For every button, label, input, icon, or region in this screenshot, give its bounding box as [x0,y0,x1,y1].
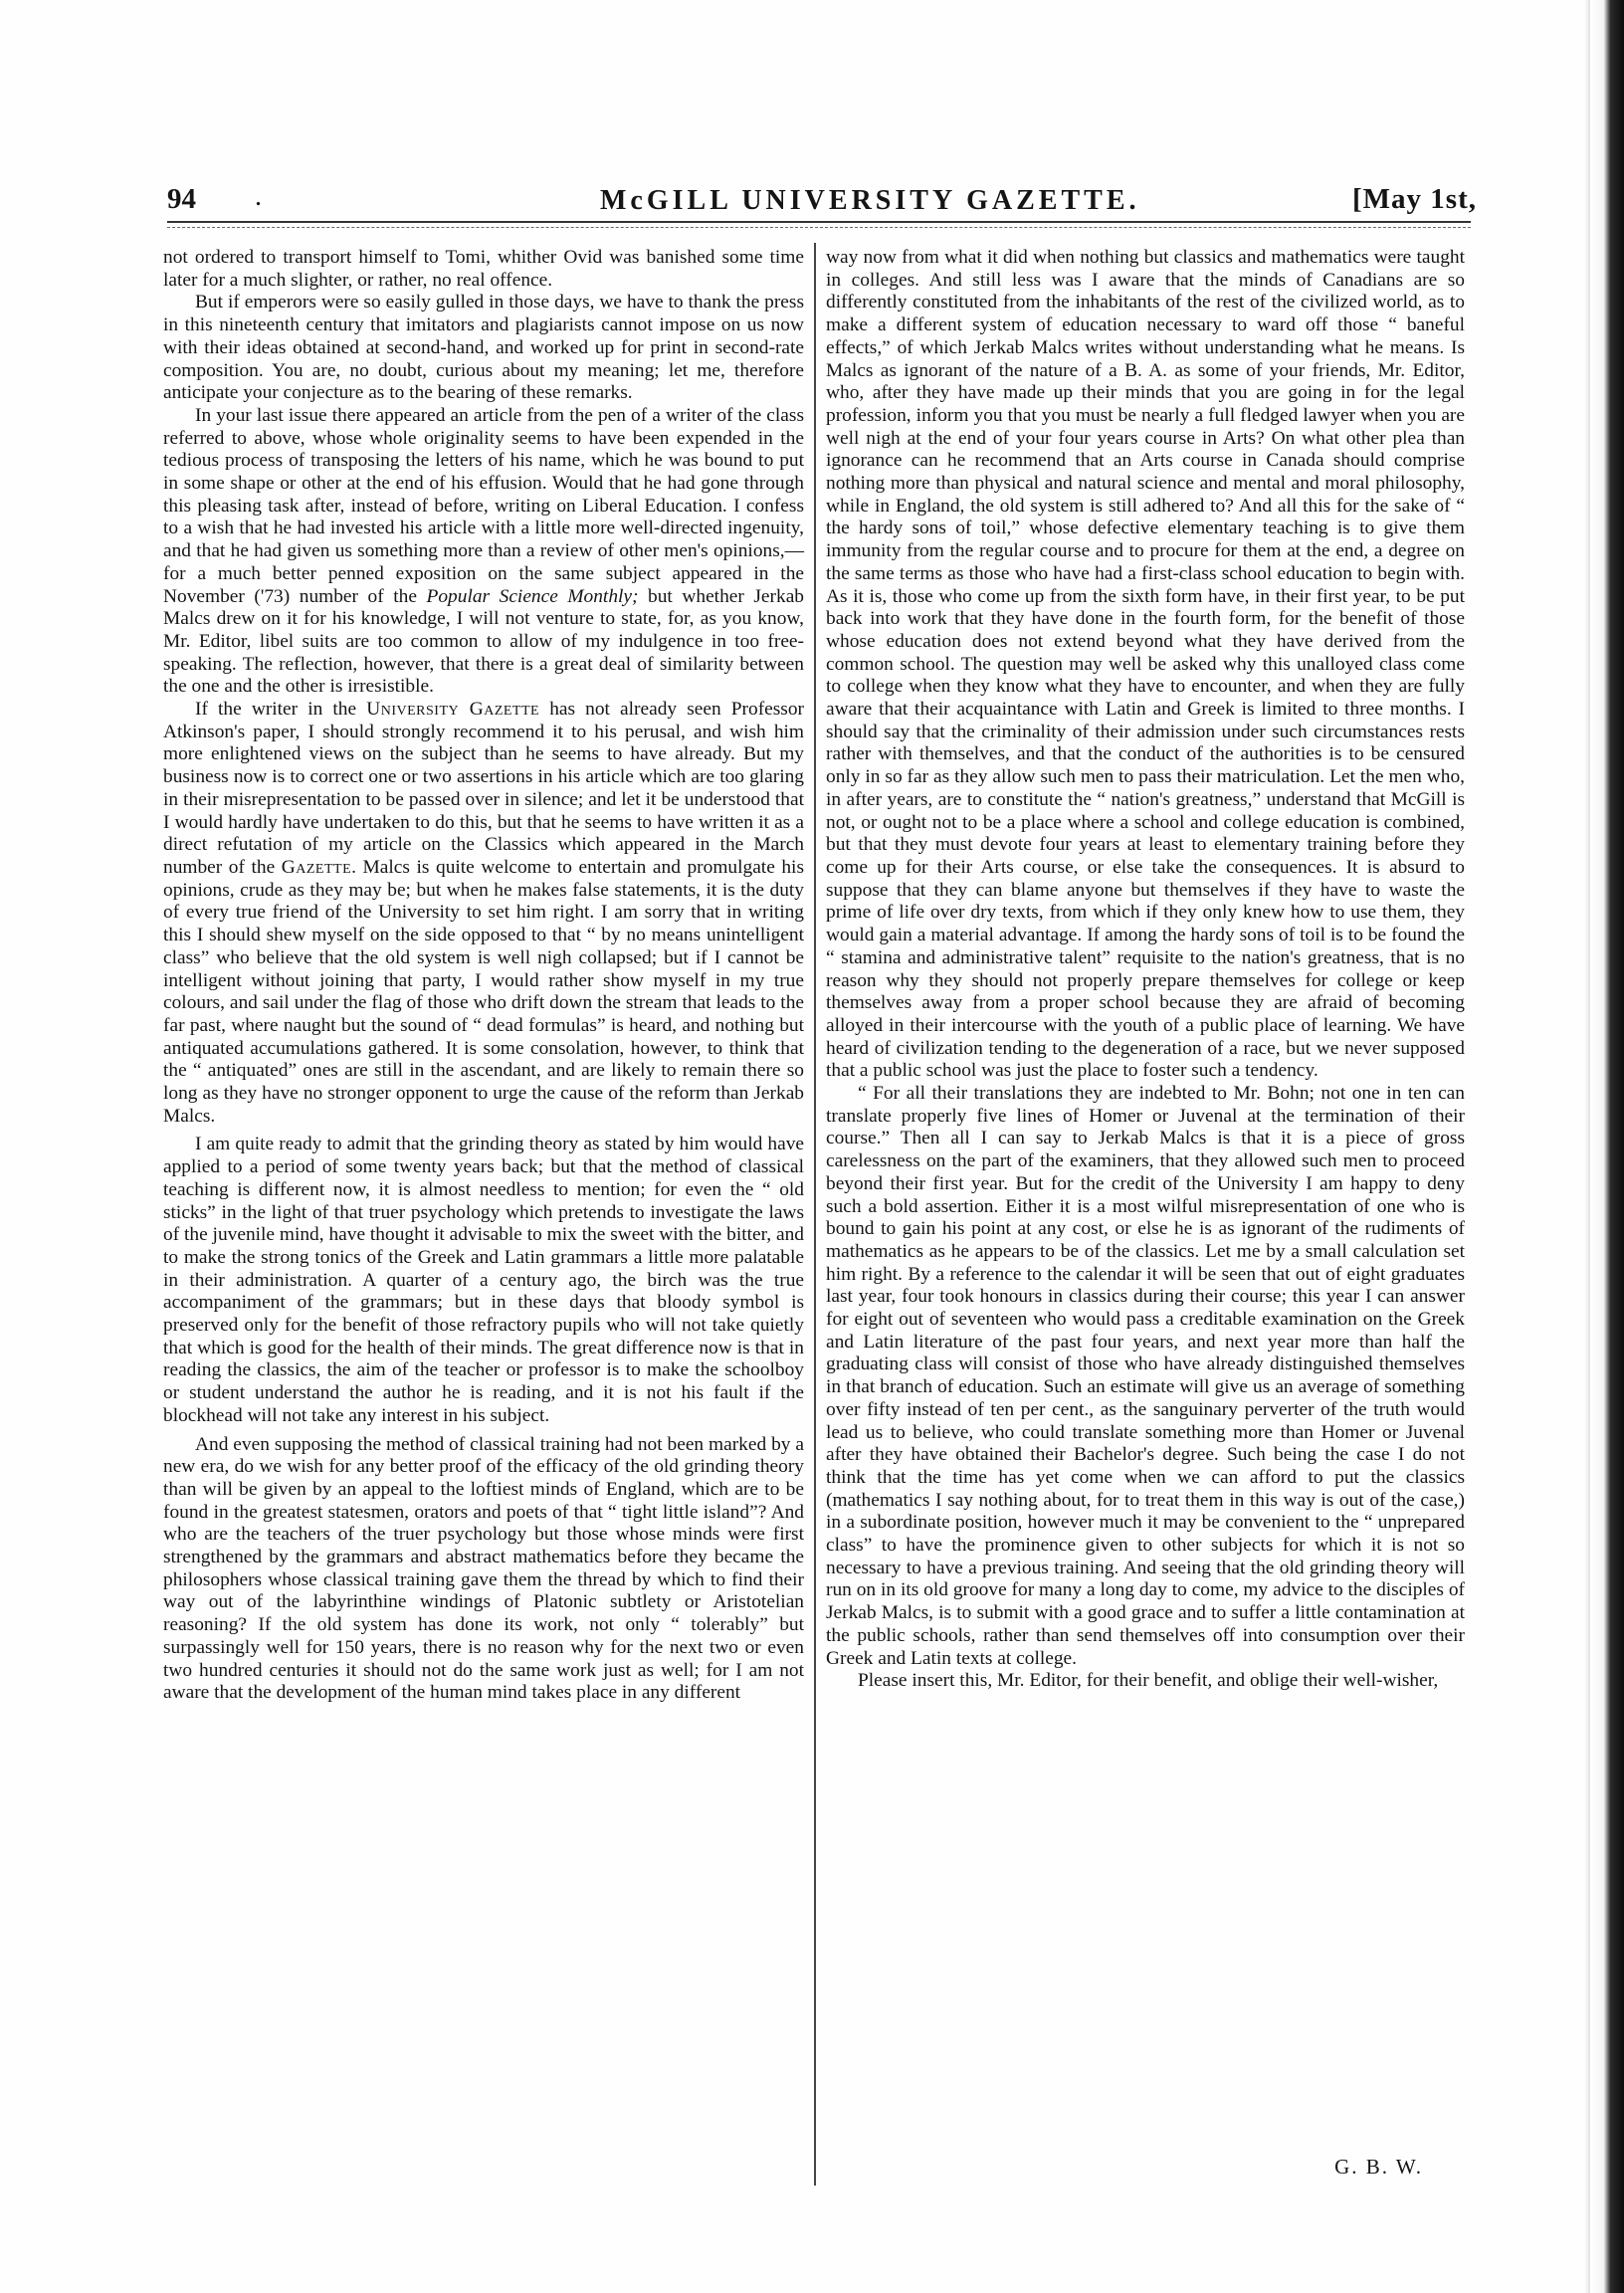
left-paragraph-4-part-a: If the writer in the [195,699,367,721]
left-column [163,247,804,1705]
header-rule-dashed [167,227,1471,228]
right-paragraph-3: Please insert this, Mr. Editor, for their benefit, and oblige their well-wisher, [858,1670,1439,1692]
university-gazette-name: University Gazette [366,699,540,721]
left-paragraph-6: And even supposing the method of classical training had not been marked by a new era, do we wish for any better proof of the efficacy of the old grinding theory than will be given by an appeal to the loftiest minds of England, which are to be found in the greatest statesmen, orators and poets of that “ tight little island”? And who are the teachers of the truer psychology but those whose minds were first strengthened by the grammars and abstract mathematics before they became the philosophers whose classical training gave them the thread by which to find their way out of the labyrinthine windings of Platonic subtlety or Aristotelian reasoning? If the old system has done its work, not only “ tolerably” but surpassingly well for 150 years, there is no reason why for the next two or even two hundred centuries it should not do the same work just as well; for I am not aware that the development of the human mind takes place in any different [163,1433,804,1704]
page-number: 94 [167,183,196,215]
left-paragraph-5: I am quite ready to admit that the grinding theory as stated by him would have applied to a period of some twenty years back; but that the method of classical teaching is different now, it is almost needless to mention; for even the “ old sticks” in the light of that truer psychology which pretends to investigate the laws of the juvenile mind, have thought it advisable to mix the sweet with the bitter, and to make the strong tonics of the Greek and Latin grammars a little more palatable in their administration. A quarter of a century ago, the birch was the true accompaniment of the grammars; but in these days that bloody symbol is preserved only for the benefit of those refractory pupils who will not take quietly that which is good for the health of their minds. The great difference now is that in reading the classics, the aim of the teacher or professor is to make the schoolboy or student understand the author he is reading, and it is not his fault if the blockhead will not take any interest in his subject. [163,1134,804,1426]
header-dot: . [255,181,262,212]
right-column [826,247,1465,1693]
left-paragraph-2: But if emperors were so easily gulled in those days, we have to thank the press in this nineteenth century that imitators and plagiarists cannot impose on us now with their ideas obtained at second-hand, and worked up for print in second-rate composition. You are, no doubt, curious about my meaning; let me, therefore anticipate your conjecture as to the bearing of these remarks. [163,292,804,404]
left-paragraph-3 [163,405,804,699]
left-paragraph-4-part-b: has not already seen Professor Atkinson's paper, I should strongly recommend it to his perusal, and wish him more enlightened views on the subject than he seems to have already. But my business now is to correct one or two assertions in his article which are too glaring in their misrepresentation to be passed over in silence; and let it be understood that I would hardly have undertaken to do this, but that he seems to have written it as a direct refutation of my article on the Classics which appeared in the March number of the [163,699,805,878]
issue-date: [May 1st, [1352,183,1477,215]
left-paragraph-1: not ordered to transport himself to Tomi, whither Ovid was banished some time later for a much slighter, or rather, no real offence. [163,247,804,291]
right-paragraph-2: “ For all their translations they are indebted to Mr. Bohn; not one in ten can translate properly five lines of Homer or Juvenal at the termination of their course.” Then all I can say to Jerkab Malcs is that it is a piece of gross carelessness on the part of the examiners, that they allowed such men to proceed beyond their first year. But for the credit of the University I am happy to deny such a bold assertion. Either it is a most wilful misrepresentation of one who is bound to gain his point at any cost, or else he is as ignorant of the rudiments of mathematics as he appears to be of the classics. Let me by a small calculation set him right. By a reference to the calendar it will be seen that out of eight graduates last year, four took honours in classics during their course; this year I can answer for eight out of seventeen who would pass a creditable examination on the Greek and Latin literature of the past four years, and next year more than half the graduating class will consist of those who have already distinguished themselves in that branch of education. Such an estimate will give us an average of something over fifty instead of ten per cent., as the sanguinary perverter of the truth would lead us to believe, who could translate something more than Homer or Juvenal after they have obtained their Bachelor's degree. Such being the case I do not think that the time has yet come when we can afford to put the classics (mathematics I say nothing about, for to treat them in this way is out of the case,) in a subordinate position, however much it may be convenient to the “ unprepared class” to have the prominence given to other subjects for which it is not so necessary to have a previous training. And seeing that the old grinding theory will run on in its old groove for many a long day to come, my advice to the disciples of Jerkab Malcs, is to submit with a good grace and to suffer a little contamination at the public schools, rather than send themselves off into consumption over their Greek and Latin texts at college. [826,1083,1465,1669]
column-divider [814,243,816,2186]
popular-science-monthly-title: Popular Science Monthly; [426,585,639,607]
author-signature: G. B. W. [1334,2155,1423,2179]
journal-title: McGILL UNIVERSITY GAZETTE. [600,185,1140,216]
right-paragraph-1: way now from what it did when nothing but classics and mathematics were taught in colleges. And still less was I aware that the minds of Canadians are so differently constituted from the inhabitants of the rest of the civilized world, as to make a different system of education necessary to ward off those “ baneful effects,” of which Jerkab Malcs writes without understanding what he means. Is Malcs as ignorant of the nature of a B. A. as some of your friends, Mr. Editor, who, after they have made up their minds that you are going in for the legal profession, inform you that you must be nearly a full fledged lawyer when you are well nigh at the end of your four years course in Arts? On what other plea than ignorance can he recommend that an Arts course in Canada should comprise nothing more than physical and natural science and mental and moral philosophy, while in England, the old system is still adhered to? And all this for the sake of “ the hardy sons of toil,” whose defective elementary teaching is to give them immunity from the regular course and to procure for them at the end, a degree on the same terms as those who have had a first-class school education to begin with. As it is, those who come up from the sixth form have, in their first year, to be put back into work that they have done in the fourth form, for the benefit of those whose education does not extend beyond what they have derived from the common school. The question may well be asked why this unalloyed class come to college when they know what they have to encounter, and when they are fully aware that their acquaintance with Latin and Greek is limited to three months. I should say that the criminality of their admission under such circumstances rests rather with themselves, and that the conduct of the authorities is to be censured only in so far as they allow such men to pass their matriculation. Let the men who, in after years, are to constitute the “ nation's greatness,” understand that McGill is not, or ought not to be a place where a school and college education is combined, but that they must devote four years at least to elementary training before they come up for their Arts course, or else take the consequences. It is absurd to suppose that they can blame anyone but themselves if they have to waste the prime of life over dry texts, from which if they only knew how to use them, they would gain a material advantage. If among the hardy sons of toil is to be found the “ stamina and administrative talent” requisite to the nation's greatness, that is no reason why they should not properly prepare themselves for college or keep themselves away from a proper school because they are afraid of becoming alloyed in their intercourse with the youth of a public place of learning. We have heard of civilization tending to the degeneration of a race, but we never supposed that a public school was just the place to foster such a tendency. [826,247,1465,1082]
header-rule [167,221,1471,223]
left-paragraph-4-part-c: . Malcs is quite welcome to entertain and promulgate his opinions, crude as they may be; but when he makes false statements, it is the duty of every true friend of the University to set him right. I am sorry that in writing this I should shew myself on the side opposed to that “ by no means unintelligent class” who believe that the old system is well nigh collapsed; but if I cannot be intelligent without joining that party, I would rather show myself in my true colours, and sail under the flag of those who drift down the stream that leads to the far past, where naught but the sound of “ dead formulas” is heard, and nothing but antiquated accumulations gathered. It is some consolation, however, to think that the “ antiquated” ones are still in the ascendant, and are likely to remain there so long as they have no stronger opponent to urge the cause of the reform than Jerkab Malcs. [163,856,804,1127]
gazette-name: Gazette [281,856,352,878]
left-paragraph-3-part-a: In your last issue there appeared an article from the pen of a writer of the class referred to above, whose whole originality seems to have been expended in the tedious process of transposing the letters of his name, which he was bound to put in some shape or other at the end of his effusion. Would that he had gone through this pleasing task after, instead of before, writing on Liberal Education. I confess to a wish that he had invested his article with a little more well-directed ingenuity, and that he had given us something more than a review of other men's opinions,—for a much better penned exposition on the same subject appeared in the November ('73) number of the [163,404,804,607]
left-paragraph-3-part-b: but whether Jerkab Malcs drew on it for his knowledge, I will not venture to state, for, as you know, Mr. Editor, libel suits are too common to allow of my indulgence in too free-speaking. The reflection, however, that there is a great deal of similarity between the one and the other is irresistible. [163,585,804,698]
left-paragraph-4 [163,699,804,1128]
page-edge-shadow [1590,0,1624,2293]
